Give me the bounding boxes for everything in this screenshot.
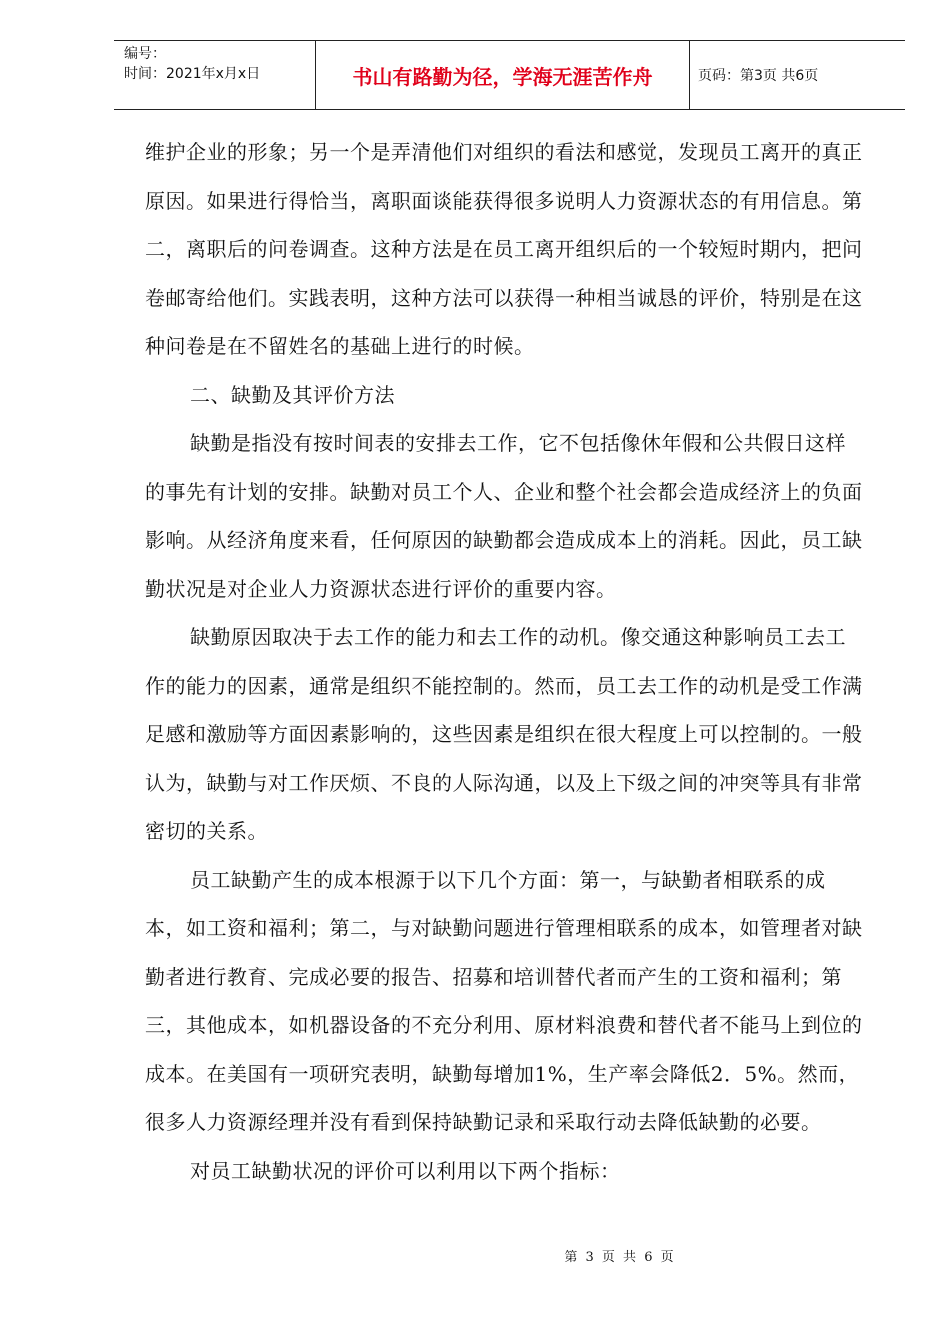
header-page-code: [690, 41, 905, 109]
header-motto: [316, 41, 690, 109]
section-heading: 二、缺勤及其评价方法: [190, 382, 395, 407]
paragraph-continuation: 维护企业的形象；另一个是弄清他们对组织的看法和感觉，发现员工离开的真正原因。如果进行得恰当，离职面谈能获得很多说明人力资源状态的有用信息。第二，离职后的问卷调查。这种方法是在员工离开组织后的一个较短时期内，把问卷邮寄给他们。实践表明，这种方法可以获得一种相当诚恳的评价，特别是在这种问卷是在不留姓名的基础上进行的时候。: [145, 140, 863, 358]
page-footer: [0, 1246, 950, 1265]
page-header: [114, 40, 905, 110]
paragraph: 缺勤是指没有按时间表的安排去工作，它不包括像休年假和公共假日这样的事先有计划的安排。缺勤对员工个人、企业和整个社会都会造成经济上的负面影响。从经济角度来看，任何原因的缺勤都会造成成本上的消耗。因此，员工缺勤状况是对企业人力资源状态进行评价的重要内容。: [145, 431, 863, 601]
header-meta: [114, 41, 316, 109]
page-code-text: 页码：第3页 共6页: [698, 68, 819, 84]
document-body: [145, 128, 865, 1195]
motto-text: 书山有路勤为径，学海无涯苦作舟: [352, 64, 653, 89]
number-label: 编号：: [124, 46, 166, 62]
page-number: 第 3 页 共 6 页: [564, 1250, 676, 1265]
paragraph: 员工缺勤产生的成本根源于以下几个方面：第一，与缺勤者相联系的成本，如工资和福利；第二，与对缺勤问题进行管理相联系的成本，如管理者对缺勤者进行教育、完成必要的报告、招募和培训替代者而产生的工资和福利；第三，其他成本，如机器设备的不充分利用、原材料浪费和替代者不能马上到位的成本。在美国有一项研究表明，缺勤每增加1%，生产率会降低2．5%。然而，很多人力资源经理并没有看到保持缺勤记录和采取行动去降低缺勤的必要。: [145, 867, 863, 1134]
time-label: 时间：2021年x月x日: [124, 66, 261, 82]
paragraph: 对员工缺勤状况的评价可以利用以下两个指标：: [190, 1158, 621, 1183]
paragraph: 缺勤原因取决于去工作的能力和去工作的动机。像交通这种影响员工去工作的能力的因素，通常是组织不能控制的。然而，员工去工作的动机是受工作满足感和激励等方面因素影响的，这些因素是组织在很大程度上可以控制的。一般认为，缺勤与对工作厌烦、不良的人际沟通，以及上下级之间的冲突等具有非常密切的关系。: [145, 625, 863, 843]
